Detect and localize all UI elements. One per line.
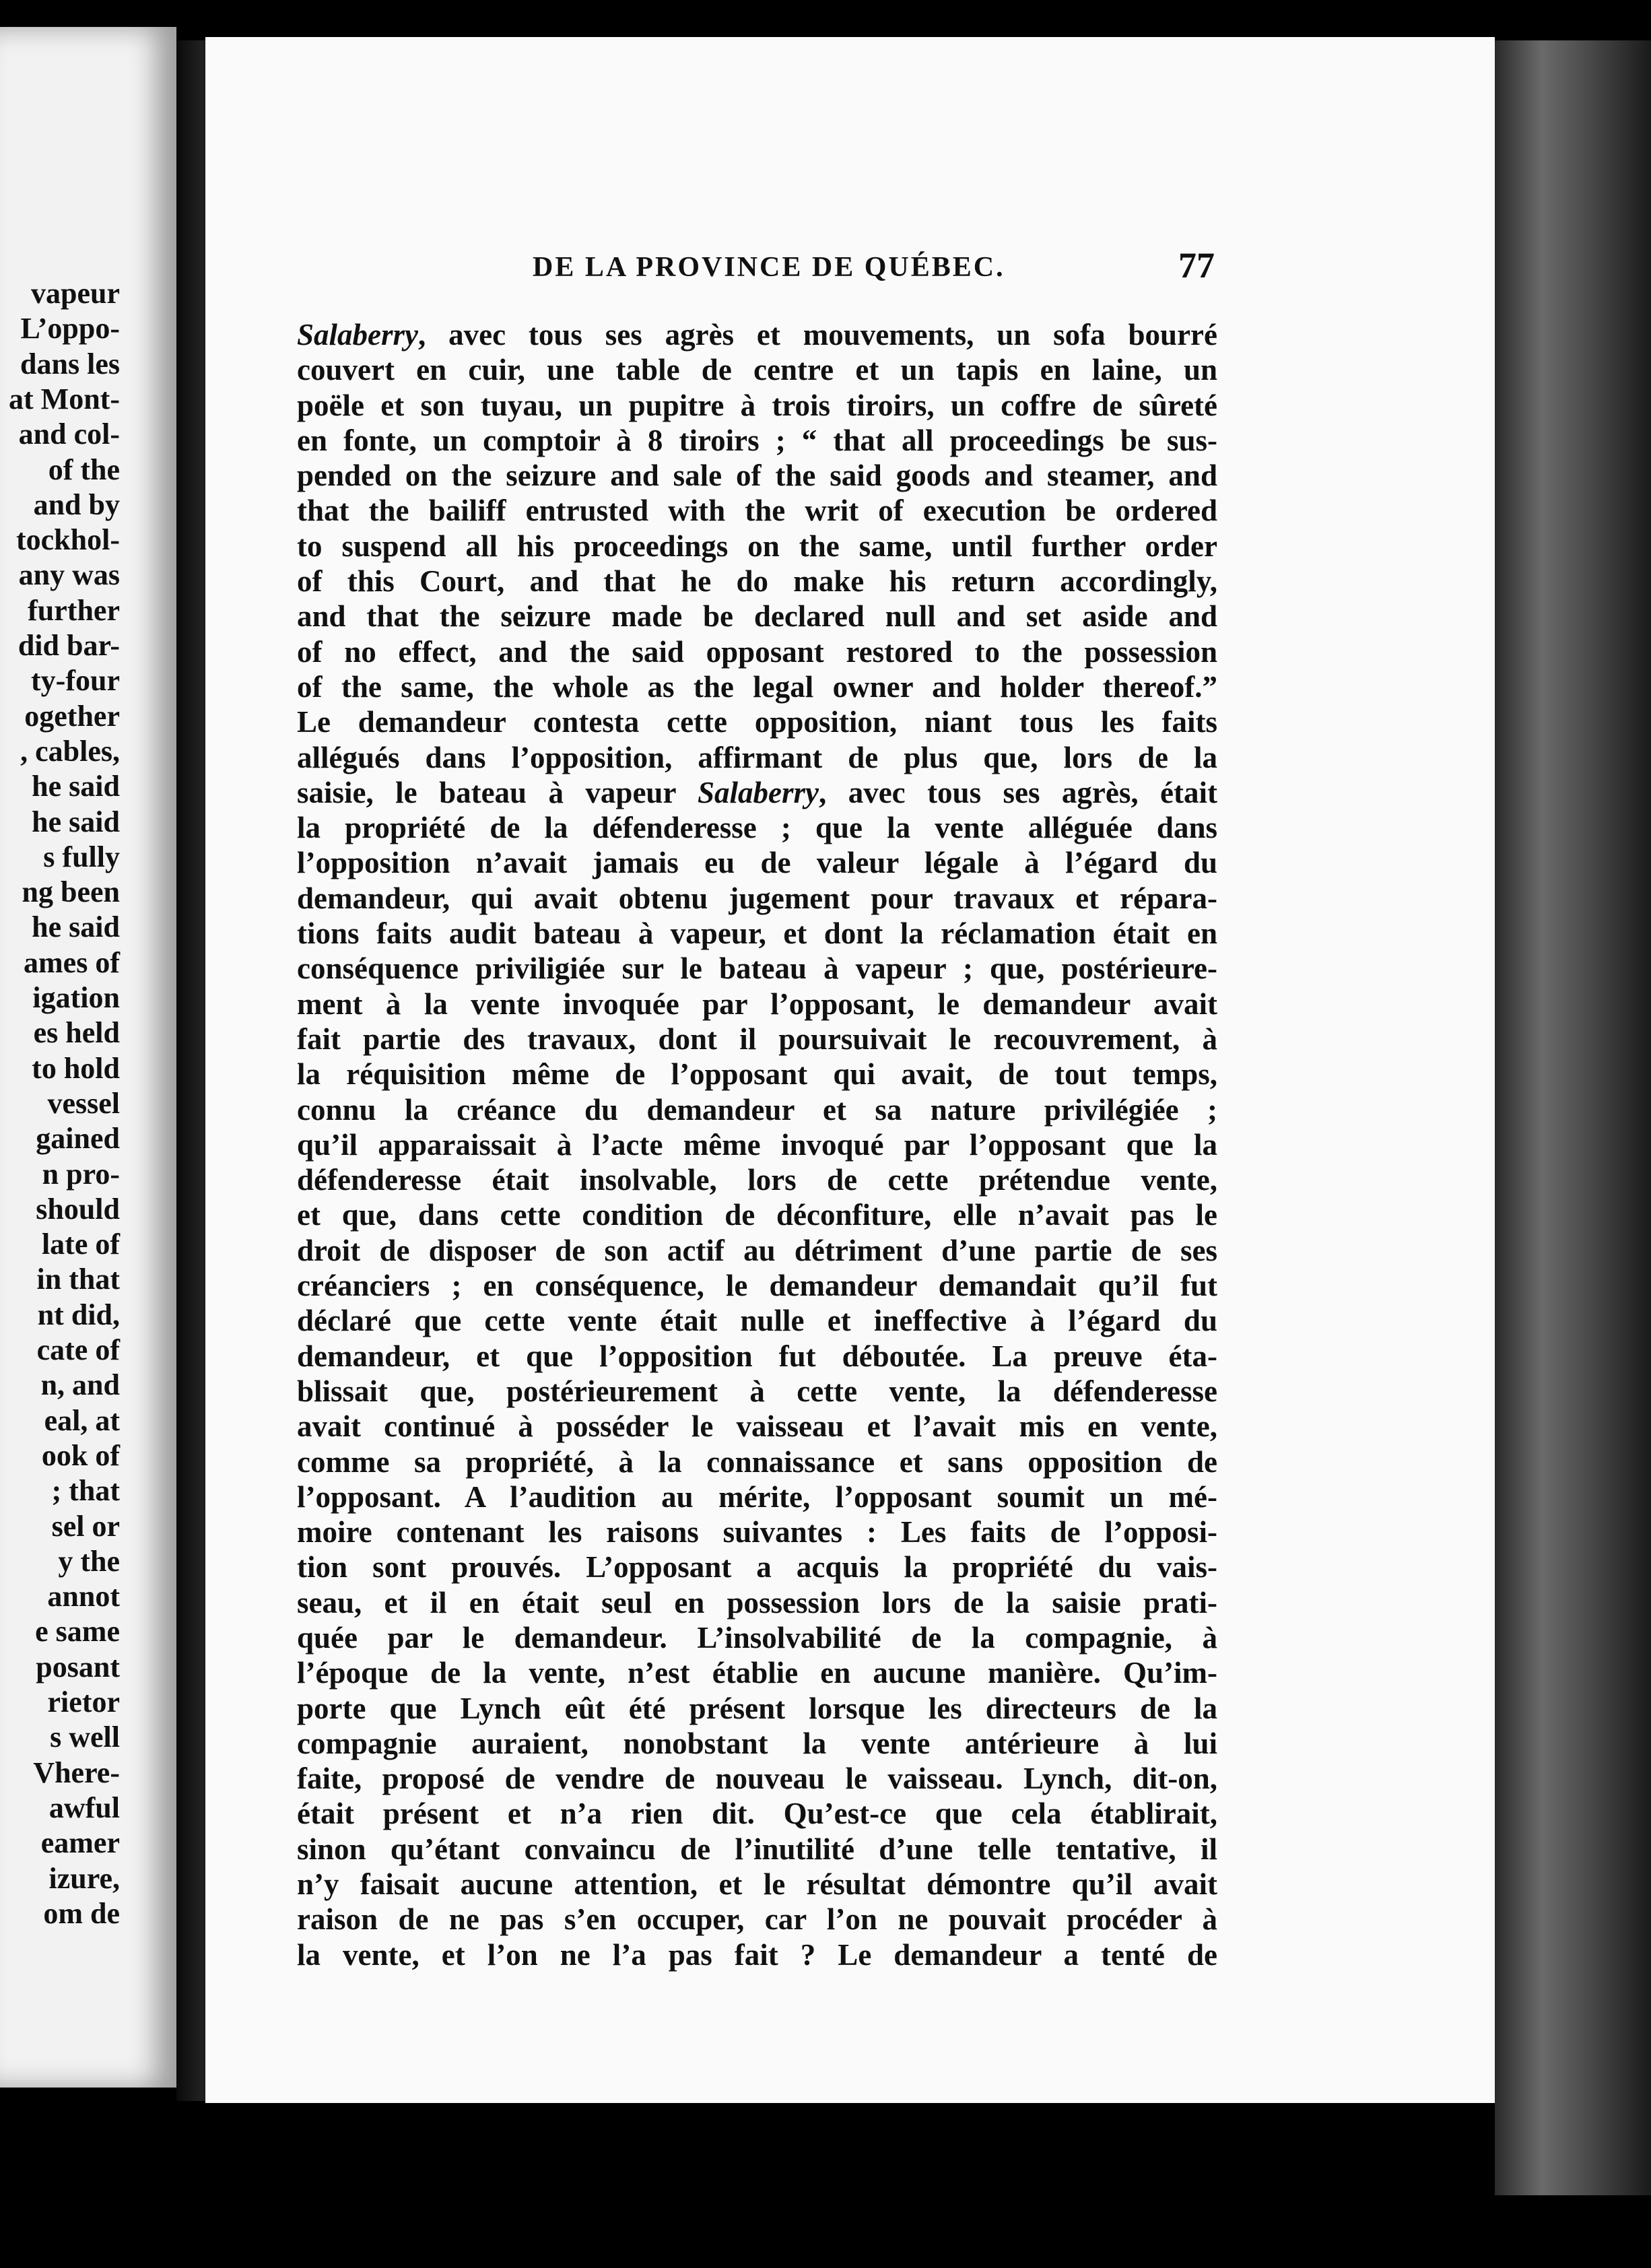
text-line: couvert en cuir, une table de centre et un tapis en laine, un: [297, 353, 1217, 387]
text-line: défenderesse était insolvable, lors de cette prétendue vente,: [297, 1163, 1217, 1197]
text-line: l’époque de la vente, n’est établie en aucune manière. Qu’im-: [297, 1656, 1217, 1690]
text-line: ment à la vente invoquée par l’opposant, le demandeur avait: [297, 987, 1217, 1021]
facing-page-fragment: and col-: [18, 418, 120, 451]
text-line: of this Court, and that he do make his return accordingly,: [297, 564, 1217, 599]
facing-page-fragment: ook of: [41, 1438, 120, 1472]
facing-page-fragment: s fully: [43, 840, 120, 873]
facing-page-fragment: nt did,: [37, 1298, 120, 1331]
text-line: quée par le demandeur. L’insolvabilité de la compagnie, à: [297, 1620, 1217, 1655]
text-line: moire contenant les raisons suivantes : Les faits de l’opposi-: [297, 1515, 1217, 1549]
text-line: et que, dans cette condition de déconfiture, elle n’avait pas le: [297, 1198, 1217, 1232]
body-text: [297, 317, 1217, 1972]
facing-page-fragment: to hold: [32, 1051, 120, 1085]
facing-page: [0, 27, 176, 2088]
text-line: tions faits audit bateau à vapeur, et dont la réclamation était en: [297, 916, 1217, 951]
text-line: Le demandeur contesta cette opposition, niant tous les faits: [297, 705, 1217, 739]
italic-ship-name: Salaberry: [698, 775, 819, 809]
facing-page-fragment: further: [28, 593, 120, 627]
text-line: n’y faisait aucune attention, et le résultat démontre qu’il avait: [297, 1867, 1217, 1902]
text-line: of the same, the whole as the legal owner and holder thereof.”: [297, 669, 1217, 704]
facing-page-fragment: vapeur: [31, 277, 120, 310]
facing-page-fragment: y the: [58, 1544, 120, 1578]
facing-page-fragment: Vhere-: [33, 1756, 120, 1789]
facing-page-fragment: he said: [32, 770, 120, 803]
facing-page-fragment: ames of: [24, 945, 120, 979]
text-line: était présent et n’a rien dit. Qu’est-ce que cela établirait,: [297, 1797, 1217, 1831]
facing-page-fragment: cate of: [36, 1333, 120, 1366]
text-line: of no effect, and the said opposant restored to the possession: [297, 634, 1217, 669]
facing-page-fragment: gained: [36, 1122, 120, 1156]
text-line: la réquisition même de l’opposant qui avait, de tout temps,: [297, 1057, 1217, 1092]
facing-page-fragment: L’oppo-: [20, 312, 120, 345]
facing-page-fragment: late of: [41, 1228, 120, 1261]
facing-page-fragment: any was: [18, 558, 120, 592]
text-line: compagnie auraient, nonobstant la vente antérieure à lui: [297, 1726, 1217, 1760]
facing-page-fragment: did bar-: [18, 629, 120, 662]
facing-page-fragment: ogether: [24, 699, 120, 733]
text-line: fait partie des travaux, dont il poursuivait le recouvrement, à: [297, 1022, 1217, 1056]
facing-page-fragment: eal, at: [44, 1403, 120, 1437]
facing-page-fragment: annot: [47, 1580, 120, 1613]
facing-page-fragment: ; that: [51, 1474, 120, 1508]
page-number: 77: [1178, 245, 1215, 286]
facing-page-fragment: n, and: [40, 1368, 120, 1402]
text-line: comme sa propriété, à la connaissance et sans opposition de: [297, 1444, 1217, 1479]
facing-page-fragment: rietor: [47, 1686, 120, 1719]
facing-page-fragment: sel or: [51, 1509, 120, 1543]
text-line: saisie, le bateau à vapeur Salaberry, avec tous ses agrès, était: [297, 775, 1217, 809]
facing-page-fragment: es held: [33, 1016, 120, 1050]
text-line: la propriété de la défenderesse ; que la vente alléguée dans: [297, 811, 1217, 845]
text-line: poële et son tuyau, un pupitre à trois tiroirs, un coffre de sûreté: [297, 388, 1217, 422]
text-line: pended on the seizure and sale of the said goods and steamer, and: [297, 459, 1217, 493]
facing-page-fragment: tockhol-: [16, 523, 120, 557]
text-line: l’opposition n’avait jamais eu de valeur légale à l’égard du: [297, 846, 1217, 880]
text-line: demandeur, qui avait obtenu jugement pour travaux et répara-: [297, 881, 1217, 915]
text-line: Salaberry, avec tous ses agrès et mouvements, un sofa bourré: [297, 318, 1217, 352]
facing-page-fragment: in that: [36, 1263, 120, 1296]
running-title: DE LA PROVINCE DE QUÉBEC.: [533, 252, 1005, 283]
facing-page-fragment: om de: [43, 1896, 120, 1930]
facing-page-fragment: vessel: [47, 1086, 120, 1120]
italic-ship-name: Salaberry: [297, 318, 418, 352]
text-line: demandeur, et que l’opposition fut déboutée. La preuve éta-: [297, 1339, 1217, 1373]
facing-page-fragment: s well: [50, 1721, 120, 1754]
book-page: [205, 37, 1495, 2103]
text-line: that the bailiff entrusted with the writ of execution be ordered: [297, 494, 1217, 528]
text-line: seau, et il en était seul en possession lors de la saisie prati-: [297, 1585, 1217, 1620]
facing-page-fragment: eamer: [40, 1826, 120, 1860]
facing-page-fragment: he said: [32, 910, 120, 944]
facing-page-fragment: dans les: [20, 347, 120, 380]
text-line: to suspend all his proceedings on the same, until further order: [297, 529, 1217, 563]
text-line: conséquence priviligiée sur le bateau à vapeur ; que, postérieure-: [297, 952, 1217, 986]
text-line: qu’il apparaissait à l’acte même invoqué par l’opposant que la: [297, 1127, 1217, 1162]
text-line: en fonte, un comptoir à 8 tiroirs ; “ that all proceedings be sus-: [297, 423, 1217, 457]
facing-page-fragment: ty-four: [31, 664, 120, 698]
facing-page-fragment: should: [36, 1192, 120, 1226]
text-line: tion sont prouvés. L’opposant a acquis la propriété du vais-: [297, 1550, 1217, 1585]
text-line: porte que Lynch eût été présent lorsque les directeurs de la: [297, 1691, 1217, 1725]
text-line: blissait que, postérieurement à cette vente, la défenderesse: [297, 1374, 1217, 1408]
text-line: déclaré que cette vente était nulle et ineffective à l’égard du: [297, 1304, 1217, 1338]
facing-page-fragment: , cables,: [20, 734, 120, 768]
facing-page-fragment: of the: [48, 453, 120, 486]
text-line: connu la créance du demandeur et sa nature privilégiée ;: [297, 1092, 1217, 1127]
page-edge-shadow: [1495, 40, 1651, 2195]
facing-page-fragment: posant: [36, 1650, 120, 1683]
facing-page-fragment: igation: [32, 981, 120, 1014]
facing-page-fragment: he said: [32, 805, 120, 838]
text-line: la vente, et l’on ne l’a pas fait ? Le demandeur a tenté de: [297, 1937, 1217, 1972]
text-line: and that the seizure made be declared null and set aside and: [297, 599, 1217, 634]
facing-page-fragment: ng been: [22, 875, 120, 909]
facing-page-fragment: at Mont-: [9, 382, 120, 415]
text-line: allégués dans l’opposition, affirmant de plus que, lors de la: [297, 740, 1217, 774]
text-line: avait continué à posséder le vaisseau et l’avait mis en vente,: [297, 1409, 1217, 1444]
facing-page-fragment: and by: [33, 488, 120, 521]
facing-page-fragment: izure,: [48, 1861, 120, 1895]
text-line: faite, proposé de vendre de nouveau le vaisseau. Lynch, dit-on,: [297, 1762, 1217, 1796]
text-line: droit de disposer de son actif au détriment d’une partie de ses: [297, 1233, 1217, 1267]
text-line: raison de ne pas s’en occuper, car l’on ne pouvait procéder à: [297, 1902, 1217, 1937]
text-line: créanciers ; en conséquence, le demandeur demandait qu’il fut: [297, 1269, 1217, 1303]
text-line: l’opposant. A l’audition au mérite, l’opposant soumit un mé-: [297, 1479, 1217, 1514]
facing-page-fragment: awful: [48, 1791, 120, 1824]
facing-page-fragment: n pro-: [42, 1157, 120, 1191]
facing-page-fragment: e same: [35, 1615, 120, 1648]
text-line: sinon qu’étant convaincu de l’inutilité d’une telle tentative, il: [297, 1832, 1217, 1866]
